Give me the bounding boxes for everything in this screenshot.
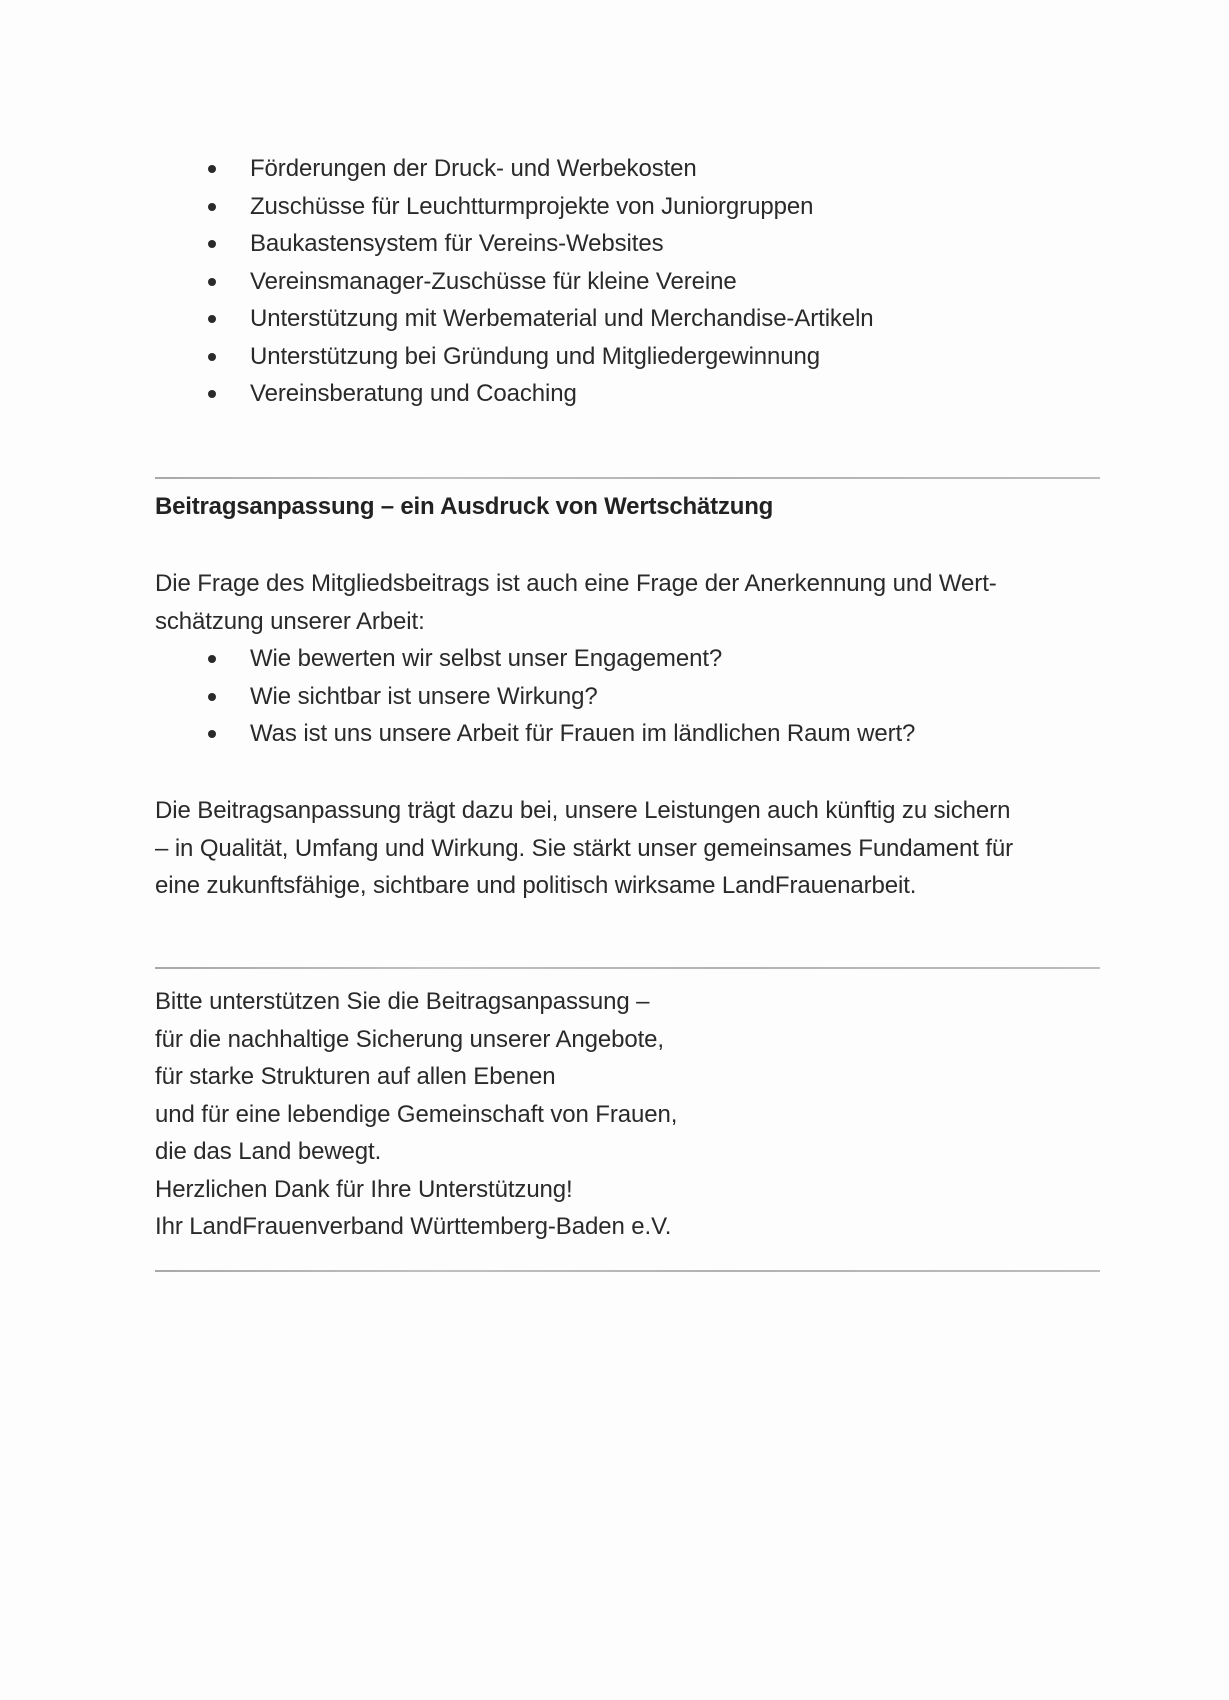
intro-paragraph: [155, 565, 997, 640]
list-item: [250, 150, 874, 188]
bullet-icon: [208, 165, 216, 173]
bullet-icon: [208, 315, 216, 323]
list-item-text: Vereinsmanager-Zuschüsse für kleine Vereine: [250, 267, 737, 295]
closing-line: und für eine lebendige Gemeinschaft von Frauen,: [155, 1100, 678, 1128]
bullet-icon: [208, 730, 216, 738]
bullet-icon: [208, 655, 216, 663]
thanks-line: Herzlichen Dank für Ihre Unterstützung!: [155, 1175, 573, 1203]
list-item: [250, 375, 874, 413]
paragraph-line: eine zukunftsfähige, sichtbare und politisch wirksame LandFrauenarbeit.: [155, 872, 917, 899]
bullet-icon: [208, 203, 216, 211]
closing-line: die das Land bewegt.: [155, 1138, 382, 1165]
list-item-text: Was ist uns unsere Arbeit für Frauen im ländlichen Raum wert?: [250, 720, 916, 747]
closing-line: Bitte unterstützen Sie die Beitragsanpassung –: [155, 988, 650, 1015]
signature-line: Ihr LandFrauenverband Württemberg-Baden e.V.: [155, 1213, 672, 1240]
section-heading: Beitragsanpassung – ein Ausdruck von Wertschätzung: [155, 493, 774, 520]
divider: [155, 1270, 1100, 1272]
body-paragraph: [155, 792, 1013, 905]
list-item: [250, 300, 874, 338]
closing-line: für starke Strukturen auf allen Ebenen: [155, 1063, 556, 1090]
list-item-text: Unterstützung mit Werbematerial und Merchandise-Artikeln: [250, 305, 874, 332]
bullet-icon: [208, 390, 216, 398]
questions-list: [250, 640, 915, 753]
list-item: [250, 188, 874, 226]
list-item-text: Förderungen der Druck- und Werbekosten: [250, 155, 697, 182]
closing-appeal: [155, 983, 677, 1246]
intro-line: schätzung unserer Arbeit:: [155, 607, 425, 635]
divider: [155, 967, 1100, 969]
list-item: [250, 225, 874, 263]
list-item: [250, 338, 874, 376]
list-item-text: Zuschüsse für Leuchtturmprojekte von Juniorgruppen: [250, 192, 814, 220]
list-item: [250, 678, 915, 716]
bullet-icon: [208, 240, 216, 248]
bullet-icon: [208, 353, 216, 361]
list-item-text: Vereinsberatung und Coaching: [250, 380, 577, 407]
support-offers-list: [250, 150, 874, 413]
list-item-text: Baukastensystem für Vereins-Websites: [250, 230, 664, 257]
closing-line: für die nachhaltige Sicherung unserer Angebote,: [155, 1025, 664, 1053]
divider: [155, 477, 1100, 479]
list-item-text: Unterstützung bei Gründung und Mitgliedergewinnung: [250, 342, 821, 370]
paragraph-line: – in Qualität, Umfang und Wirkung. Sie stärkt unser gemeinsames Fundament für: [155, 834, 1014, 862]
list-item: [250, 715, 915, 753]
list-item: [250, 263, 874, 301]
intro-line: Die Frage des Mitgliedsbeitrags ist auch eine Frage der Anerkennung und Wert-: [155, 570, 997, 597]
list-item-text: Wie sichtbar ist unsere Wirkung?: [250, 682, 598, 710]
paragraph-line: Die Beitragsanpassung trägt dazu bei, unsere Leistungen auch künftig zu sichern: [155, 797, 1011, 824]
list-item: [250, 640, 915, 678]
bullet-icon: [208, 278, 216, 286]
list-item-text: Wie bewerten wir selbst unser Engagement?: [250, 645, 723, 672]
bullet-icon: [208, 693, 216, 701]
